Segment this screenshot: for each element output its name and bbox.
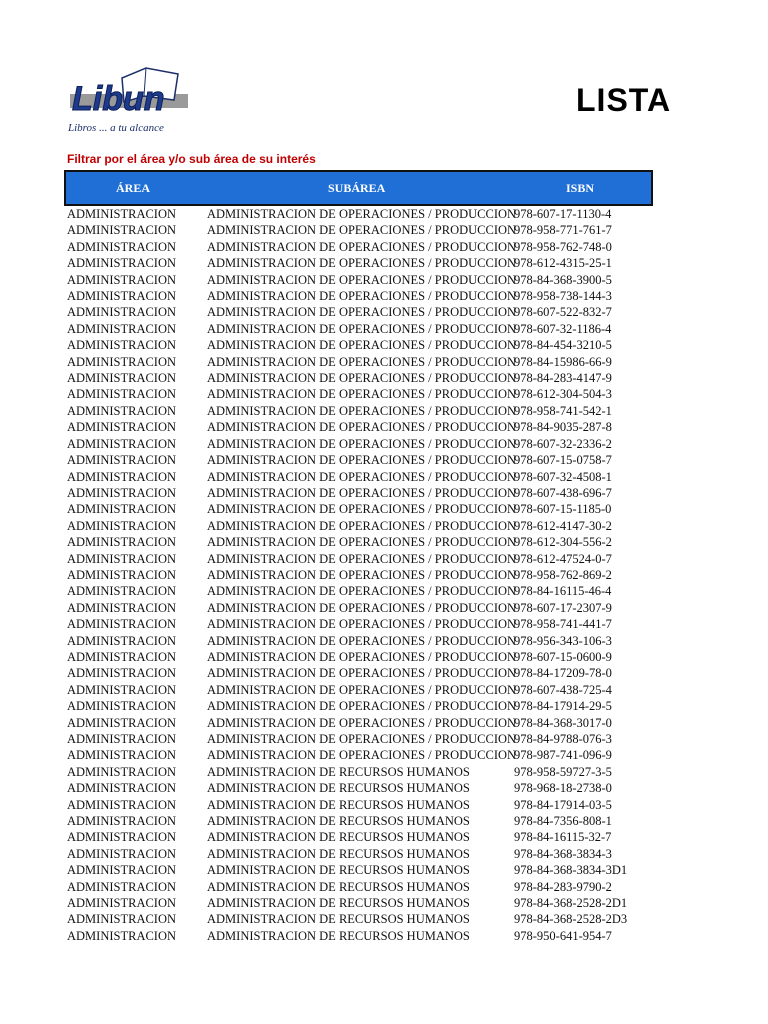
cell-area: ADMINISTRACION: [67, 420, 177, 435]
cell-subarea: ADMINISTRACION DE OPERACIONES / PRODUCCION: [207, 535, 517, 550]
page-title: LISTA: [576, 82, 672, 118]
cell-subarea: ADMINISTRACION DE OPERACIONES / PRODUCCION: [207, 633, 517, 648]
table-row[interactable]: [67, 272, 655, 288]
cell-isbn: 978-958-738-144-3: [514, 289, 612, 304]
cell-area: ADMINISTRACION: [67, 239, 177, 254]
cell-isbn: 978-84-368-2528-2D1: [514, 896, 628, 911]
table-header: [64, 170, 653, 206]
cell-isbn: 978-84-454-3210-5: [514, 338, 612, 353]
cell-area: ADMINISTRACION: [67, 896, 177, 911]
column-header-subarea[interactable]: SUBÁREA: [328, 181, 386, 195]
cell-isbn: 978-987-741-096-9: [514, 748, 612, 763]
cell-isbn: 978-612-304-504-3: [514, 387, 612, 402]
table-row[interactable]: [67, 469, 655, 485]
table-row[interactable]: [67, 797, 655, 813]
table-row[interactable]: [67, 337, 655, 353]
cell-area: ADMINISTRACION: [67, 387, 177, 402]
cell-subarea: ADMINISTRACION DE RECURSOS HUMANOS: [207, 912, 470, 927]
table-row[interactable]: [67, 715, 655, 731]
cell-isbn: 978-84-368-3900-5: [514, 272, 612, 287]
cell-isbn: 978-607-32-2336-2: [514, 436, 612, 451]
cell-subarea: ADMINISTRACION DE OPERACIONES / PRODUCCION: [207, 748, 517, 763]
table-row[interactable]: [67, 747, 655, 763]
cell-subarea: ADMINISTRACION DE OPERACIONES / PRODUCCION: [207, 289, 517, 304]
table-row[interactable]: [67, 633, 655, 649]
cell-isbn: 978-84-9788-076-3: [514, 732, 612, 746]
cell-area: ADMINISTRACION: [67, 502, 177, 517]
cell-isbn: 978-84-283-4147-9: [514, 371, 612, 386]
cell-area: ADMINISTRACION: [67, 748, 177, 763]
cell-isbn: 978-958-741-542-1: [514, 403, 612, 418]
table-row[interactable]: [67, 239, 655, 255]
cell-area: ADMINISTRACION: [67, 223, 177, 238]
cell-area: ADMINISTRACION: [67, 354, 177, 369]
cell-area: ADMINISTRACION: [67, 207, 177, 221]
cell-subarea: ADMINISTRACION DE OPERACIONES / PRODUCCION: [207, 387, 517, 402]
cell-subarea: ADMINISTRACION DE OPERACIONES / PRODUCCION: [207, 453, 517, 468]
cell-area: ADMINISTRACION: [67, 436, 177, 451]
cell-isbn: 978-958-771-761-7: [514, 223, 612, 238]
cell-isbn: 978-84-17914-03-5: [514, 797, 612, 812]
cell-subarea: ADMINISTRACION DE RECURSOS HUMANOS: [207, 830, 470, 845]
cell-isbn: 978-612-4315-25-1: [514, 256, 612, 271]
cell-subarea: ADMINISTRACION DE OPERACIONES / PRODUCCION: [207, 699, 517, 714]
table-row[interactable]: [67, 567, 655, 583]
cell-subarea: ADMINISTRACION DE OPERACIONES / PRODUCCION: [207, 551, 517, 566]
libun-logo-graphic: [66, 64, 192, 124]
cell-area: ADMINISTRACION: [67, 453, 177, 468]
table-row[interactable]: [67, 813, 655, 829]
cell-isbn: 978-84-16115-32-7: [514, 830, 612, 845]
table-row[interactable]: [67, 206, 655, 222]
cell-area: ADMINISTRACION: [67, 814, 177, 829]
cell-isbn: 978-607-15-0758-7: [514, 453, 612, 468]
cell-isbn: 978-607-17-2307-9: [514, 600, 612, 615]
table-row[interactable]: [67, 583, 655, 599]
table-row[interactable]: [67, 682, 655, 698]
table-row[interactable]: [67, 304, 655, 320]
table-row[interactable]: [67, 518, 655, 534]
column-header-area[interactable]: ÁREA: [116, 181, 151, 195]
table-row[interactable]: [67, 370, 655, 386]
cell-isbn: 978-607-17-1130-4: [514, 207, 612, 221]
table-row[interactable]: [67, 698, 655, 714]
cell-isbn: 978-84-7356-808-1: [514, 814, 612, 829]
cell-isbn: 978-607-438-725-4: [514, 682, 612, 697]
cell-isbn: 978-607-32-4508-1: [514, 469, 612, 484]
filter-instruction: Filtrar por el área y/o sub área de su interés: [67, 152, 316, 166]
cell-subarea: ADMINISTRACION DE OPERACIONES / PRODUCCION: [207, 649, 517, 664]
cell-subarea: ADMINISTRACION DE OPERACIONES / PRODUCCION: [207, 518, 517, 533]
cell-isbn: 978-607-15-1185-0: [514, 502, 612, 517]
table-row[interactable]: [67, 534, 655, 550]
cell-area: ADMINISTRACION: [67, 289, 177, 304]
cell-area: ADMINISTRACION: [67, 567, 177, 582]
cell-area: ADMINISTRACION: [67, 305, 177, 320]
cell-isbn: 978-612-4147-30-2: [514, 518, 612, 533]
cell-subarea: ADMINISTRACION DE OPERACIONES / PRODUCCION: [207, 502, 517, 517]
cell-area: ADMINISTRACION: [67, 764, 177, 779]
table-row[interactable]: [67, 485, 655, 501]
cell-subarea: ADMINISTRACION DE OPERACIONES / PRODUCCION: [207, 469, 517, 484]
cell-isbn: 978-958-741-441-7: [514, 617, 612, 632]
table-row[interactable]: [67, 255, 655, 271]
cell-subarea: ADMINISTRACION DE RECURSOS HUMANOS: [207, 879, 470, 894]
cell-subarea: ADMINISTRACION DE OPERACIONES / PRODUCCION: [207, 600, 517, 615]
table-row[interactable]: [67, 551, 655, 567]
cell-area: ADMINISTRACION: [67, 797, 177, 812]
table-body: [67, 206, 655, 944]
cell-subarea: ADMINISTRACION DE OPERACIONES / PRODUCCION: [207, 666, 517, 681]
cell-area: ADMINISTRACION: [67, 633, 177, 648]
cell-isbn: 978-612-304-556-2: [514, 535, 612, 550]
cell-isbn: 978-84-368-2528-2D3: [514, 912, 628, 927]
table-row[interactable]: [67, 354, 655, 370]
cell-isbn: 978-607-522-832-7: [514, 305, 612, 320]
cell-subarea: ADMINISTRACION DE OPERACIONES / PRODUCCION: [207, 223, 517, 238]
cell-isbn: 978-958-59727-3-5: [514, 764, 612, 779]
cell-isbn: 978-84-9035-287-8: [514, 420, 612, 435]
table-row[interactable]: [67, 780, 655, 796]
table-row[interactable]: [67, 649, 655, 665]
cell-isbn: 978-84-283-9790-2: [514, 879, 612, 894]
cell-isbn: 978-607-438-696-7: [514, 485, 612, 500]
cell-isbn: 978-950-641-954-7: [514, 928, 612, 943]
cell-area: ADMINISTRACION: [67, 732, 177, 746]
cell-area: ADMINISTRACION: [67, 846, 177, 861]
cell-subarea: ADMINISTRACION DE RECURSOS HUMANOS: [207, 846, 470, 861]
cell-area: ADMINISTRACION: [67, 863, 177, 878]
cell-subarea: ADMINISTRACION DE OPERACIONES / PRODUCCION: [207, 207, 517, 221]
cell-subarea: ADMINISTRACION DE RECURSOS HUMANOS: [207, 863, 470, 878]
cell-isbn: 978-956-343-106-3: [514, 633, 612, 648]
cell-area: ADMINISTRACION: [67, 485, 177, 500]
cell-area: ADMINISTRACION: [67, 584, 177, 599]
table-row[interactable]: [67, 452, 655, 468]
cell-subarea: ADMINISTRACION DE OPERACIONES / PRODUCCION: [207, 420, 517, 435]
cell-area: ADMINISTRACION: [67, 666, 177, 681]
cell-subarea: ADMINISTRACION DE OPERACIONES / PRODUCCION: [207, 617, 517, 632]
cell-area: ADMINISTRACION: [67, 469, 177, 484]
table-row[interactable]: [67, 600, 655, 616]
cell-area: ADMINISTRACION: [67, 699, 177, 714]
table-row[interactable]: [67, 731, 655, 747]
cell-subarea: ADMINISTRACION DE RECURSOS HUMANOS: [207, 928, 470, 943]
cell-area: ADMINISTRACION: [67, 617, 177, 632]
cell-subarea: ADMINISTRACION DE RECURSOS HUMANOS: [207, 814, 470, 829]
cell-subarea: ADMINISTRACION DE OPERACIONES / PRODUCCION: [207, 239, 517, 254]
cell-area: ADMINISTRACION: [67, 600, 177, 615]
cell-subarea: ADMINISTRACION DE OPERACIONES / PRODUCCION: [207, 436, 517, 451]
cell-area: ADMINISTRACION: [67, 338, 177, 353]
cell-area: ADMINISTRACION: [67, 830, 177, 845]
cell-area: ADMINISTRACION: [67, 879, 177, 894]
cell-subarea: ADMINISTRACION DE OPERACIONES / PRODUCCION: [207, 371, 517, 386]
table-row[interactable]: [67, 665, 655, 681]
cell-area: ADMINISTRACION: [67, 781, 177, 796]
table-row[interactable]: [67, 436, 655, 452]
cell-isbn: 978-84-16115-46-4: [514, 584, 612, 599]
table-row[interactable]: [67, 911, 655, 927]
cell-isbn: 978-958-762-869-2: [514, 567, 612, 582]
column-header-isbn[interactable]: ISBN: [566, 181, 595, 195]
cell-subarea: ADMINISTRACION DE OPERACIONES / PRODUCCION: [207, 338, 517, 353]
cell-isbn: 978-968-18-2738-0: [514, 781, 612, 796]
cell-isbn: 978-84-17914-29-5: [514, 699, 612, 714]
cell-area: ADMINISTRACION: [67, 928, 177, 943]
cell-isbn: 978-607-15-0600-9: [514, 649, 612, 664]
table-row[interactable]: [67, 846, 655, 862]
table-row[interactable]: [67, 928, 655, 944]
cell-isbn: 978-84-368-3834-3D1: [514, 863, 628, 878]
cell-area: ADMINISTRACION: [67, 715, 177, 730]
cell-subarea: ADMINISTRACION DE OPERACIONES / PRODUCCION: [207, 403, 517, 418]
table-row[interactable]: [67, 386, 655, 402]
table-row[interactable]: [67, 616, 655, 632]
cell-area: ADMINISTRACION: [67, 682, 177, 697]
brand-tagline: Libros ... a tu alcance: [68, 122, 164, 134]
cell-subarea: ADMINISTRACION DE RECURSOS HUMANOS: [207, 781, 470, 796]
cell-isbn: 978-607-32-1186-4: [514, 321, 612, 336]
cell-area: ADMINISTRACION: [67, 371, 177, 386]
cell-subarea: ADMINISTRACION DE OPERACIONES / PRODUCCION: [207, 305, 517, 320]
cell-subarea: ADMINISTRACION DE OPERACIONES / PRODUCCION: [207, 584, 517, 599]
cell-isbn: 978-958-762-748-0: [514, 239, 612, 254]
cell-subarea: ADMINISTRACION DE OPERACIONES / PRODUCCION: [207, 732, 517, 746]
cell-subarea: ADMINISTRACION DE OPERACIONES / PRODUCCION: [207, 256, 517, 271]
table-row[interactable]: [67, 764, 655, 780]
table-row[interactable]: [67, 501, 655, 517]
cell-isbn: 978-612-47524-0-7: [514, 551, 612, 566]
table-row[interactable]: [67, 321, 655, 337]
cell-subarea: ADMINISTRACION DE RECURSOS HUMANOS: [207, 896, 470, 911]
cell-subarea: ADMINISTRACION DE OPERACIONES / PRODUCCION: [207, 715, 517, 730]
cell-subarea: ADMINISTRACION DE OPERACIONES / PRODUCCION: [207, 321, 517, 336]
table-row[interactable]: [67, 288, 655, 304]
table-row[interactable]: [67, 895, 655, 911]
cell-area: ADMINISTRACION: [67, 518, 177, 533]
cell-area: ADMINISTRACION: [67, 403, 177, 418]
cell-isbn: 978-84-368-3834-3: [514, 846, 612, 861]
table-row[interactable]: [67, 403, 655, 419]
cell-subarea: ADMINISTRACION DE OPERACIONES / PRODUCCION: [207, 682, 517, 697]
table-row[interactable]: [67, 879, 655, 895]
cell-subarea: ADMINISTRACION DE OPERACIONES / PRODUCCION: [207, 567, 517, 582]
cell-area: ADMINISTRACION: [67, 321, 177, 336]
table-row[interactable]: [67, 222, 655, 238]
table-row[interactable]: [67, 419, 655, 435]
cell-area: ADMINISTRACION: [67, 912, 177, 927]
cell-isbn: 978-84-15986-66-9: [514, 354, 612, 369]
cell-subarea: ADMINISTRACION DE OPERACIONES / PRODUCCION: [207, 272, 517, 287]
cell-subarea: ADMINISTRACION DE OPERACIONES / PRODUCCION: [207, 354, 517, 369]
table-row[interactable]: [67, 829, 655, 845]
cell-isbn: 978-84-368-3017-0: [514, 715, 612, 730]
cell-area: ADMINISTRACION: [67, 272, 177, 287]
cell-subarea: ADMINISTRACION DE RECURSOS HUMANOS: [207, 764, 470, 779]
logo-wordmark: Libun: [72, 80, 165, 118]
cell-subarea: ADMINISTRACION DE OPERACIONES / PRODUCCION: [207, 485, 517, 500]
cell-area: ADMINISTRACION: [67, 649, 177, 664]
cell-area: ADMINISTRACION: [67, 551, 177, 566]
cell-subarea: ADMINISTRACION DE RECURSOS HUMANOS: [207, 797, 470, 812]
cell-isbn: 978-84-17209-78-0: [514, 666, 612, 681]
cell-area: ADMINISTRACION: [67, 535, 177, 550]
cell-area: ADMINISTRACION: [67, 256, 177, 271]
table-row[interactable]: [67, 862, 655, 878]
